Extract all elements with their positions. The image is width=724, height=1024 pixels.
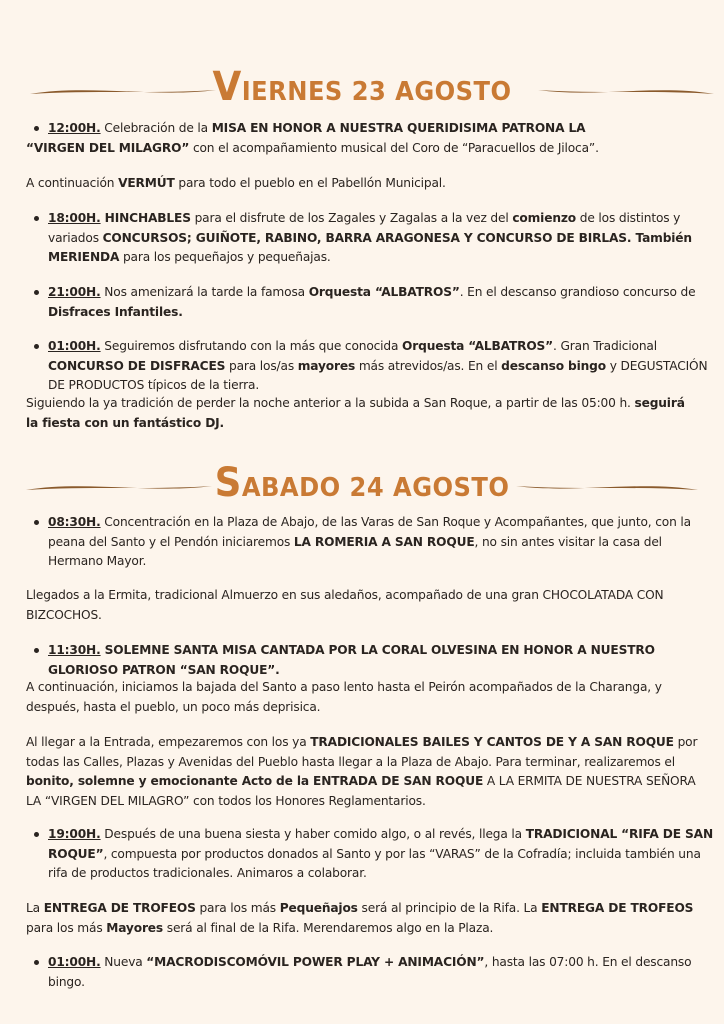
saturday-almuerzo-text: Llegados a la Ermita, tradicional Almuerzo en sus aledaños, acompañado de una gran CHOCOLATADA CON BIZCOCHOS. (26, 588, 664, 622)
friday-item-1800: 18:00H. HINCHABLES para el disfrute de los Zagales y Zagalas a la vez del comienzo de los distintos y variados CONCURSOS; GUIÑOTE, RABINO, BARRA ARAGONESA Y CONCURSO DE BIRLAS. También MERIENDA para los pequeñajos y pequeñajas. (26, 209, 720, 268)
friday-item-2100: 21:00H. Nos amenizará la tarde la famosa Orquesta “ALBATROS”. En el descanso grandioso concurso de Disfraces Infantiles. (26, 283, 720, 322)
friday-item-1200: 12:00H. Celebración de la MISA EN HONOR A NUESTRA QUERIDISIMA PATRONA LA “VIRGEN DEL MILAGRO” con el acompañamiento musical del Coro de “Paracuellos de Jiloca”. (26, 119, 720, 158)
saturday-bajada-text: A continuación, iniciamos la bajada del Santo a paso lento hasta el Peirón acompañados de la Charanga, y después, hasta el pueblo, un poco más deprisica. (26, 680, 662, 714)
saturday-item-1900: 19:00H. Después de una buena siesta y haber comido algo, o al revés, llega la TRADICIONAL “RIFA DE SAN ROQUE”, compuesta por productos donados al Santo y por las “VARAS” de la Cofradía; incluida también una rifa de productos tradicionales. Animaros a colaborar. (26, 825, 720, 884)
saturday-entrada-text: Al llegar a la Entrada, empezaremos con los ya TRADICIONALES BAILES Y CANTOS DE Y A SAN ROQUE por todas las Calles, Plazas y Avenidas del Pueblo hasta llegar a la Plaza de Abajo. Para terminar, realizaremos el bonito, solemne y emocionante Acto de la ENTRADA DE SAN ROQUE A LA ERMITA DE NUESTRA SEÑORA LA “VIRGEN DEL MILAGRO” con todos los Honores Reglamentarios. (26, 735, 698, 808)
friday-item-0100: 01:00H. Seguiremos disfrutando con la más que conocida Orquesta “ALBATROS”. Gran Tradicional CONCURSO DE DISFRACES para los/as mayores más atrevidos/as. En el descanso bingo y DEGUSTACIÓN DE PRODUCTOS típicos de la tierra. (26, 337, 720, 396)
saturday-title: SABADO 24 AGOSTO (214, 460, 510, 506)
right-flourish-icon (514, 478, 700, 498)
right-flourish-icon (536, 82, 716, 102)
saturday-item-0830: 08:30H. Concentración en la Plaza de Abajo, de las Varas de San Roque y Acompañantes, que junto, con la peana del Santo y el Pendón iniciaremos LA ROMERIA A SAN ROQUE, no sin antes visitar la casa del Hermano Mayor. (26, 513, 720, 572)
saturday-item-0100: 01:00H. Nueva “MACRODISCOMÓVIL POWER PLAY + ANIMACIÓN”, hasta las 07:00 h. En el descanso bingo. (26, 953, 720, 992)
saturday-heading (0, 460, 724, 516)
friday-dj-text: Siguiendo la ya tradición de perder la noche anterior a la subida a San Roque, a partir de las 05:00 h. seguirá la fiesta con un fantástico DJ. (26, 396, 685, 430)
friday-heading (0, 64, 724, 120)
friday-title: VIERNES 23 AGOSTO (212, 64, 512, 110)
friday-vermut-text: A continuación VERMÚT para todo el pueblo en el Pabellón Municipal. (26, 176, 446, 190)
saturday-trofeos-text: La ENTREGA DE TROFEOS para los más Pequeñajos será al principio de la Rifa. La ENTREGA DE TROFEOS para los más Mayores será al final de la Rifa. Merendaremos algo en la Plaza. (26, 901, 694, 935)
saturday-item-1130: 11:30H. SOLEMNE SANTA MISA CANTADA POR LA CORAL OLVESINA EN HONOR A NUESTRO GLORIOSO PATRON “SAN ROQUE”. (26, 641, 720, 680)
